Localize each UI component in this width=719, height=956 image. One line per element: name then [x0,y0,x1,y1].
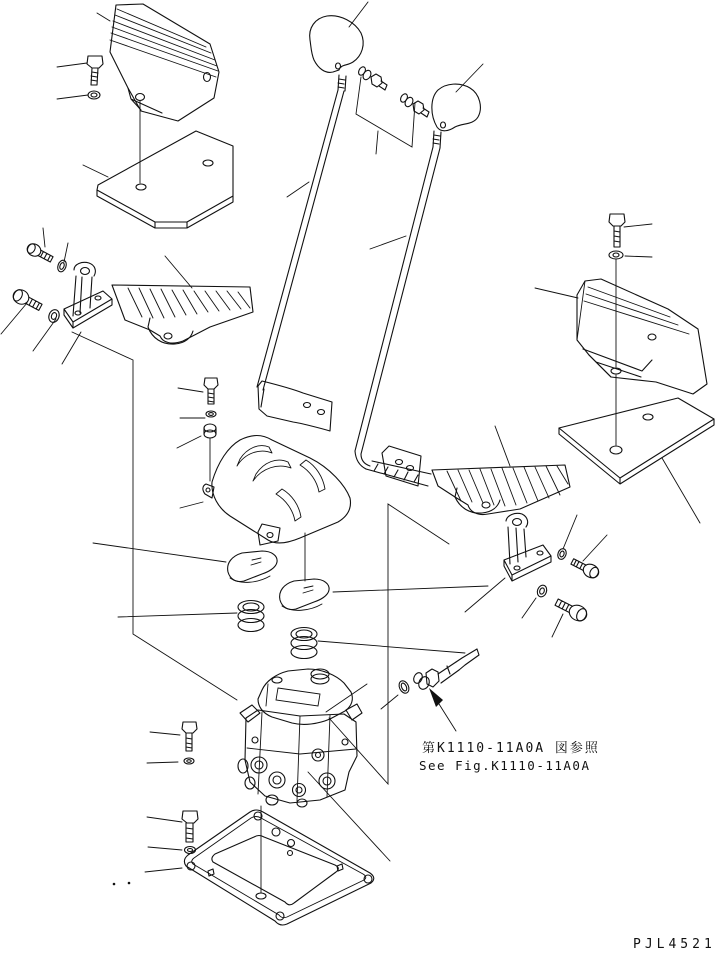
bolt-washer-valve [182,722,197,764]
dot-mark-1 [113,883,116,886]
reference-note-en: See Fig.K1110-11A0A [419,758,591,773]
bolt-washer-pedal-left-upper [25,241,68,273]
drawing-number: PJL4521 [633,937,716,952]
bolt-footrest-right [609,214,625,247]
leader-lines-valve [72,332,449,861]
washer-footrest-left [88,91,100,99]
cam-pad-right [280,579,329,610]
set-screw-left [357,66,387,90]
gasket-center-hole [256,893,266,899]
reference-note-jp: 第K1110-11A0A 図参照 [422,741,600,756]
spring-left [238,601,264,632]
bolt-washers-boot [204,378,218,438]
leader-lines-boot [177,388,205,508]
o-ring [397,679,411,695]
pilot-valve-body [238,669,362,807]
pedal-bracket-right [504,513,551,581]
floor-plate-right [559,398,714,484]
pedal-left [112,285,253,344]
bolt-washer-gasket [182,811,198,854]
leader-lines-pads-springs [93,543,488,653]
lever-knob-right [432,84,481,131]
leader-o-ring [381,695,398,709]
lever-rod-right [355,131,441,486]
bolt-washer-pedal-right-lower [536,584,590,624]
leader-lines-top-left [57,13,110,177]
hose-fitting [412,649,479,691]
footrest-pad-right [577,279,707,394]
gasket [184,810,373,925]
floor-plate-left [97,131,233,228]
washer-footrest-right [609,251,623,259]
spring-right [291,628,317,659]
footrest-pad-left [110,4,219,121]
leader-lines-pedal-right [465,426,607,637]
dot-mark-2 [128,882,131,885]
leader-lines-gasket [145,817,182,872]
pedal-right [432,465,570,515]
boot-cover [203,436,351,546]
lever-knob-left [310,16,364,73]
bolt-washer-pedal-right-upper [556,547,601,580]
bolt-washer-pedal-left-lower [11,287,61,324]
leader-lines-levers [287,2,483,249]
bolt-footrest-left [87,56,103,85]
lever-rod-left [257,75,346,431]
reference-arrow [429,688,456,731]
pedal-bracket-left [64,262,112,328]
cam-pad-left [228,551,277,582]
